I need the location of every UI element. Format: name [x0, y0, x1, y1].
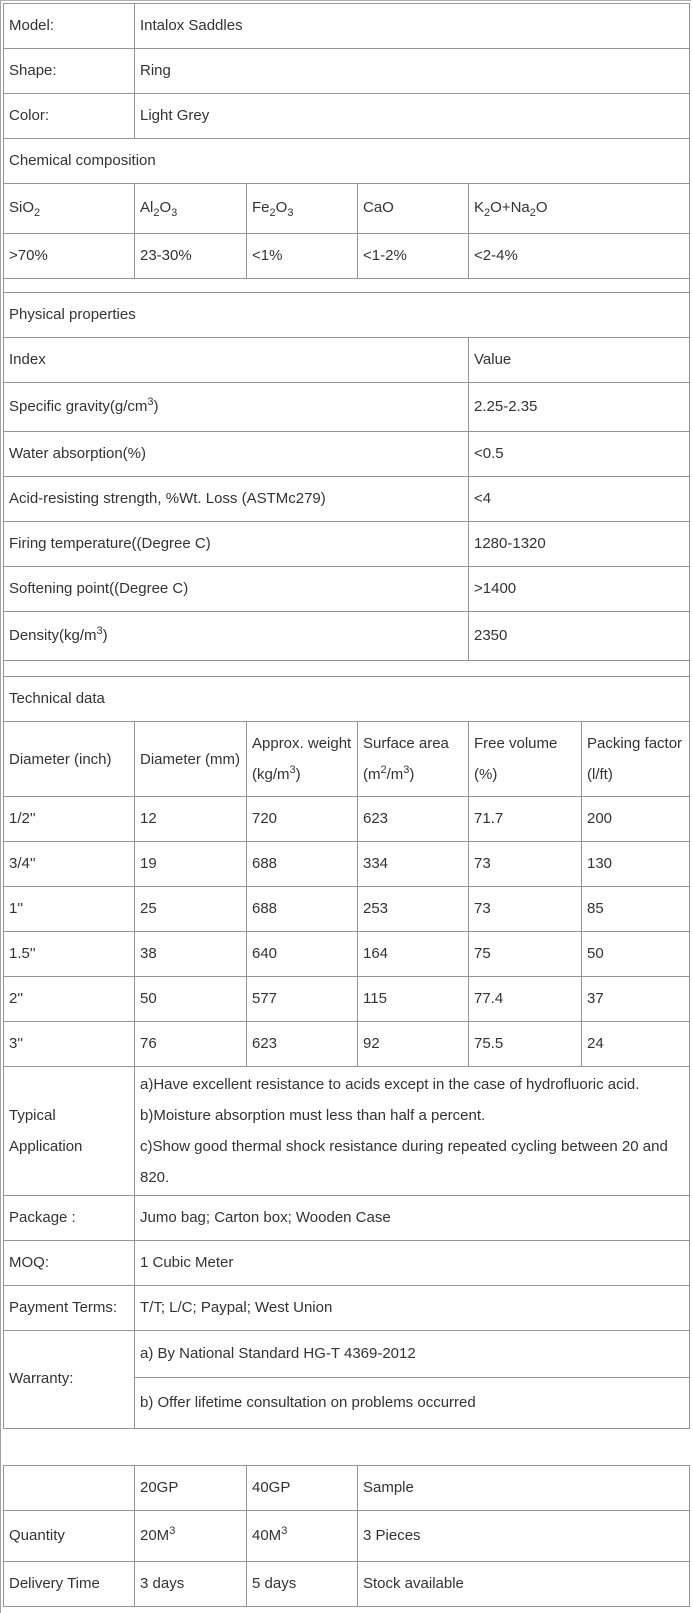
tech-cell: 38 — [135, 932, 247, 977]
table-row — [4, 49, 690, 94]
table-row — [4, 612, 690, 661]
tech-header-diameter-inch — [4, 722, 135, 797]
shipping-col-40gp: 40GP — [247, 1466, 358, 1511]
property-name: Water absorption(%) — [4, 432, 469, 477]
property-name: Specific $gravity(g/cm^3)$ — [4, 383, 469, 432]
chem-value-al2o3: 23-30% — [135, 234, 247, 279]
chem-value-sio2: >70% — [4, 234, 135, 279]
tech-cell: 164 — [358, 932, 469, 977]
property-name: Softening point((Degree C) — [4, 567, 469, 612]
warranty-label: Warranty: — [4, 1331, 135, 1429]
tech-cell: 75 — [469, 932, 582, 977]
property-value: >1400 — [469, 567, 690, 612]
tech-cell: 688 — [247, 842, 358, 887]
moq-value: 1 Cubic Meter — [135, 1241, 690, 1286]
application-content — [135, 1067, 690, 1196]
tech-header-free-volume — [469, 722, 582, 797]
tech-cell: 50 — [582, 932, 690, 977]
header-line: Free volume — [474, 735, 558, 752]
delivery-row — [4, 1562, 690, 1607]
tech-cell: 115 — [358, 977, 469, 1022]
model-value: Intalox Saddles — [135, 4, 690, 49]
shipping-corner-cell — [4, 1466, 135, 1511]
tech-cell: 71.7 — [469, 797, 582, 842]
tech-cell: 12 — [135, 797, 247, 842]
package-value: Jumo bag; Carton box; Wooden Case — [135, 1196, 690, 1241]
spacer-cell — [4, 279, 690, 293]
quantity-40gp: $40M^3$ — [247, 1511, 358, 1562]
table-gap — [3, 1429, 691, 1465]
property-name: $Density(kg/m^3)$ — [4, 612, 469, 661]
shipping-table — [3, 1465, 690, 1607]
table-row — [4, 4, 690, 49]
chem-header-sio2: SiO$_2$ — [4, 184, 135, 234]
warranty-row — [4, 1331, 690, 1378]
header-line: (l/ft) — [587, 766, 613, 783]
physical-section-title: Physical properties — [4, 293, 690, 338]
shipping-header-row — [4, 1466, 690, 1511]
delivery-time-label: Delivery Time — [4, 1562, 135, 1607]
property-name: Acid-resisting strength, %Wt. Loss (ASTMc279) — [4, 477, 469, 522]
quantity-20gp: $20M^3$ — [135, 1511, 247, 1562]
table-row — [4, 477, 690, 522]
header-line: $(kg/m^3)$ — [252, 764, 301, 783]
table-row — [4, 94, 690, 139]
technical-header-row — [4, 722, 690, 797]
property-value: <4 — [469, 477, 690, 522]
table-row — [4, 432, 690, 477]
tech-cell: 334 — [358, 842, 469, 887]
tech-data-row — [4, 1022, 690, 1067]
header-line: Packing factor — [587, 735, 683, 752]
tech-cell: 50 — [135, 977, 247, 1022]
chemical-section-title: Chemical composition — [4, 139, 690, 184]
shape-value: Ring — [135, 49, 690, 94]
tech-cell: 73 — [469, 842, 582, 887]
delivery-sample: Stock available — [358, 1562, 690, 1607]
model-label: Model: — [4, 4, 135, 49]
tech-header-approx-weight — [247, 722, 358, 797]
tech-cell: 75.5 — [469, 1022, 582, 1067]
spacer-row — [4, 279, 690, 293]
table-row — [4, 383, 690, 432]
header-line: $(m^2/m^3)$ — [363, 764, 415, 783]
table-row — [4, 1196, 690, 1241]
tech-data-row — [4, 797, 690, 842]
chemical-header-row — [4, 184, 690, 234]
property-value: 2.25-2.35 — [469, 383, 690, 432]
chem-header-al2o3: $Al_2O_3$ — [135, 184, 247, 234]
header-line: Diameter (inch) — [9, 750, 112, 768]
tech-header-diameter-mm — [135, 722, 247, 797]
quantity-row — [4, 1511, 690, 1562]
tech-cell: 1.5'' — [4, 932, 135, 977]
package-label: Package : — [4, 1196, 135, 1241]
tech-cell: 76 — [135, 1022, 247, 1067]
technical-section-title: Technical data — [4, 677, 690, 722]
tech-cell: 37 — [582, 977, 690, 1022]
tech-data-row — [4, 932, 690, 977]
header-line: Diameter (mm) — [140, 750, 240, 768]
tech-cell: 85 — [582, 887, 690, 932]
tech-cell: 2'' — [4, 977, 135, 1022]
tech-cell: 200 — [582, 797, 690, 842]
payment-terms-label: Payment Terms: — [4, 1286, 135, 1331]
tech-cell: 3/4'' — [4, 842, 135, 887]
tech-cell: 3'' — [4, 1022, 135, 1067]
header-line: Surface area — [363, 735, 449, 752]
delivery-20gp: 3 days — [135, 1562, 247, 1607]
warranty-item: a) By National Standard HG-T 4369-2012 — [135, 1331, 690, 1378]
chem-value-k2o-na2o: <2-4% — [469, 234, 690, 279]
shipping-col-20gp: 20GP — [135, 1466, 247, 1511]
application-item: a)Have excellent resistance to acids except in the case of hydrofluoric acid. — [140, 1076, 640, 1093]
property-value: <0.5 — [469, 432, 690, 477]
tech-cell: 640 — [247, 932, 358, 977]
quantity-label: Quantity — [4, 1511, 135, 1562]
header-line: Approx. weight — [252, 735, 352, 752]
spacer-cell — [4, 661, 690, 677]
tech-cell: 1'' — [4, 887, 135, 932]
table-row — [4, 293, 690, 338]
shape-label: Shape: — [4, 49, 135, 94]
chem-header-fe2o3: $Fe_2O_3$ — [247, 184, 358, 234]
value-column-header: Value — [469, 338, 690, 383]
color-label: Color: — [4, 94, 135, 139]
delivery-40gp: 5 days — [247, 1562, 358, 1607]
tech-cell: 130 — [582, 842, 690, 887]
table-row — [4, 677, 690, 722]
warranty-item: b) Offer lifetime consultation on problems occurred — [135, 1378, 690, 1429]
table-row — [4, 522, 690, 567]
application-item: b)Moisture absorption must less than half a percent. — [140, 1107, 486, 1124]
tech-data-row — [4, 887, 690, 932]
tech-cell: 688 — [247, 887, 358, 932]
chem-value-cao: <1-2% — [358, 234, 469, 279]
tech-cell: 24 — [582, 1022, 690, 1067]
table-row — [4, 139, 690, 184]
table-row — [4, 567, 690, 612]
chem-header-k2o-na2o: $K_2O+Na_2O$ — [469, 184, 690, 234]
application-row — [4, 1067, 690, 1196]
property-value: 2350 — [469, 612, 690, 661]
color-value: Light Grey — [135, 94, 690, 139]
application-item: c)Show good thermal shock resistance during repeated cycling between 20 and 820. — [140, 1138, 668, 1186]
application-label — [4, 1067, 135, 1196]
tech-cell: 92 — [358, 1022, 469, 1067]
tech-cell: 77.4 — [469, 977, 582, 1022]
tech-header-surface-area — [358, 722, 469, 797]
payment-terms-value: T/T; L/C; Paypal; West Union — [135, 1286, 690, 1331]
chemical-value-row — [4, 234, 690, 279]
tech-cell: 19 — [135, 842, 247, 887]
tech-cell: 577 — [247, 977, 358, 1022]
table-row — [4, 1241, 690, 1286]
tech-data-row — [4, 842, 690, 887]
tech-data-row — [4, 977, 690, 1022]
property-value: 1280-1320 — [469, 522, 690, 567]
tech-header-packing-factor — [582, 722, 690, 797]
table-row — [4, 1286, 690, 1331]
main-spec-table — [3, 3, 690, 1429]
tech-cell: 720 — [247, 797, 358, 842]
chem-header-cao: CaO — [358, 184, 469, 234]
moq-label: MOQ: — [4, 1241, 135, 1286]
chem-value-fe2o3: <1% — [247, 234, 358, 279]
spacer-row — [4, 661, 690, 677]
shipping-col-sample: Sample — [358, 1466, 690, 1511]
tech-cell: 623 — [358, 797, 469, 842]
property-name: Firing temperature((Degree C) — [4, 522, 469, 567]
index-column-header: Index — [4, 338, 469, 383]
application-label-text: Typical Application — [9, 1107, 83, 1155]
tech-cell: 25 — [135, 887, 247, 932]
tech-cell: 73 — [469, 887, 582, 932]
physical-header-row — [4, 338, 690, 383]
tech-cell: 1/2'' — [4, 797, 135, 842]
quantity-sample: 3 Pieces — [358, 1511, 690, 1562]
tech-cell: 253 — [358, 887, 469, 932]
header-line: (%) — [474, 766, 498, 783]
tech-cell: 623 — [247, 1022, 358, 1067]
